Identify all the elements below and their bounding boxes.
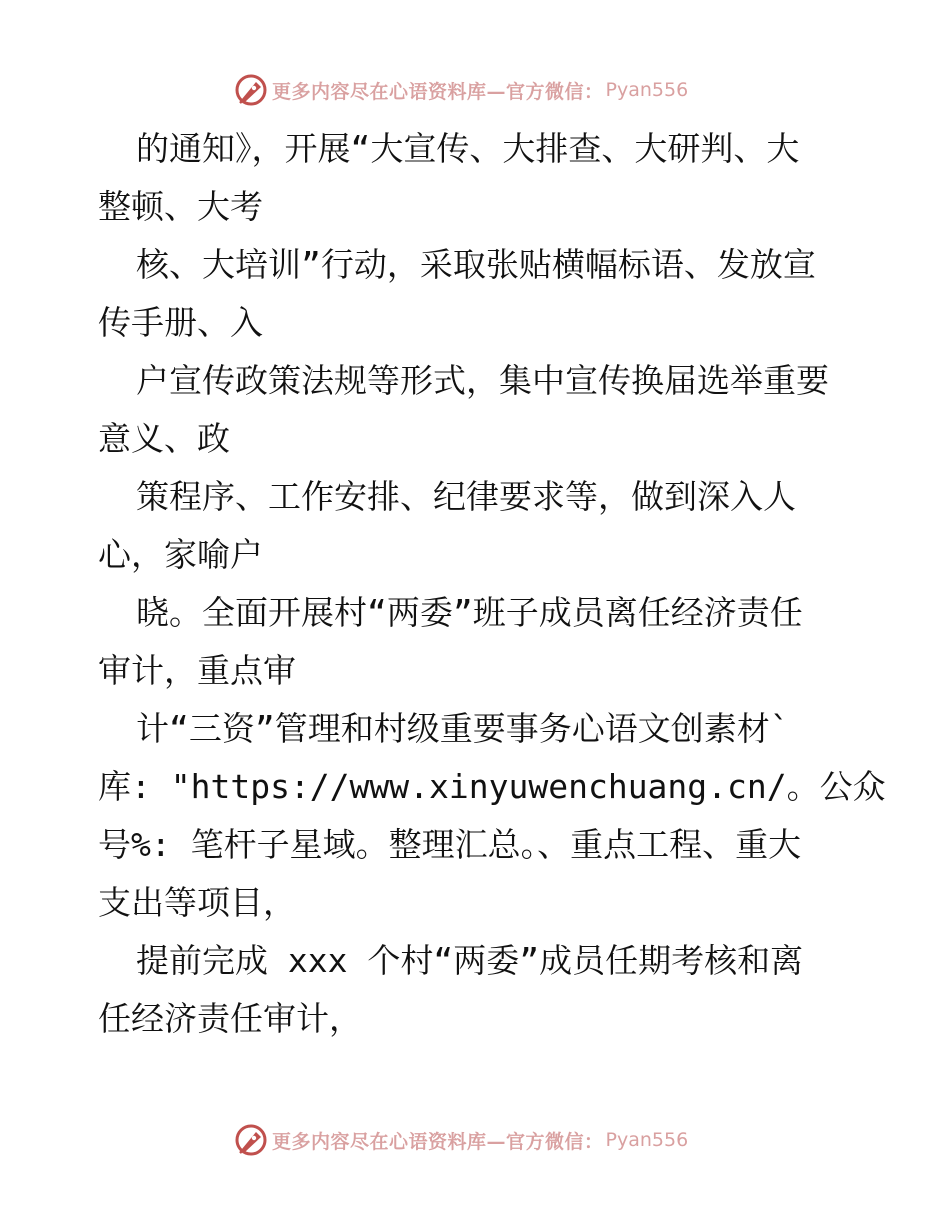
body-line: 心，家喻户 [98,535,263,574]
body-line: 号%: 笔杆子星域。整理汇总。、重点工程、重大 [98,825,802,864]
footer-banner-contact: Pyan556 [605,1129,689,1151]
header-banner-text: 更多内容尽在心语资料库—官方微信： [272,80,604,103]
body-line: 审计，重点审 [98,651,296,690]
body-line: 计“三资”管理和村级重要事务心语文创素材` [136,709,790,748]
body-line: 核、大培训”行动，采取张贴横幅标语、发放宣 [136,245,816,284]
footer-banner-text: 更多内容尽在心语资料库—官方微信： [272,1130,604,1153]
body-line: 户宣传政策法规等形式，集中宣传换届选举重要 [136,361,829,400]
body-line: 整顿、大考 [98,187,263,226]
body-line: 晓。全面开展村“两委”班子成员离任经济责任 [136,593,803,632]
body-line: 策程序、工作安排、纪律要求等，做到深入人 [136,477,796,516]
header-banner [234,70,714,110]
body-line: 的通知》，开展“大宣传、大排查、大研判、大 [136,129,800,168]
body-line: 意义、政 [98,419,230,458]
footer-banner [234,1120,714,1160]
body-line: 传手册、入 [98,303,263,342]
body-line: 库: "https://www.xinyuwenchuang.cn/。公众 [98,767,886,806]
pen-nib-logo-icon [234,1123,268,1157]
body-line: 提前完成 xxx 个村“两委”成员任期考核和离 [136,941,804,980]
pen-nib-logo-icon [234,73,268,107]
document-body [98,120,886,1048]
body-line: 任经济责任审计， [98,999,362,1038]
header-banner-contact: Pyan556 [605,79,689,101]
body-line: 支出等项目， [98,883,296,922]
